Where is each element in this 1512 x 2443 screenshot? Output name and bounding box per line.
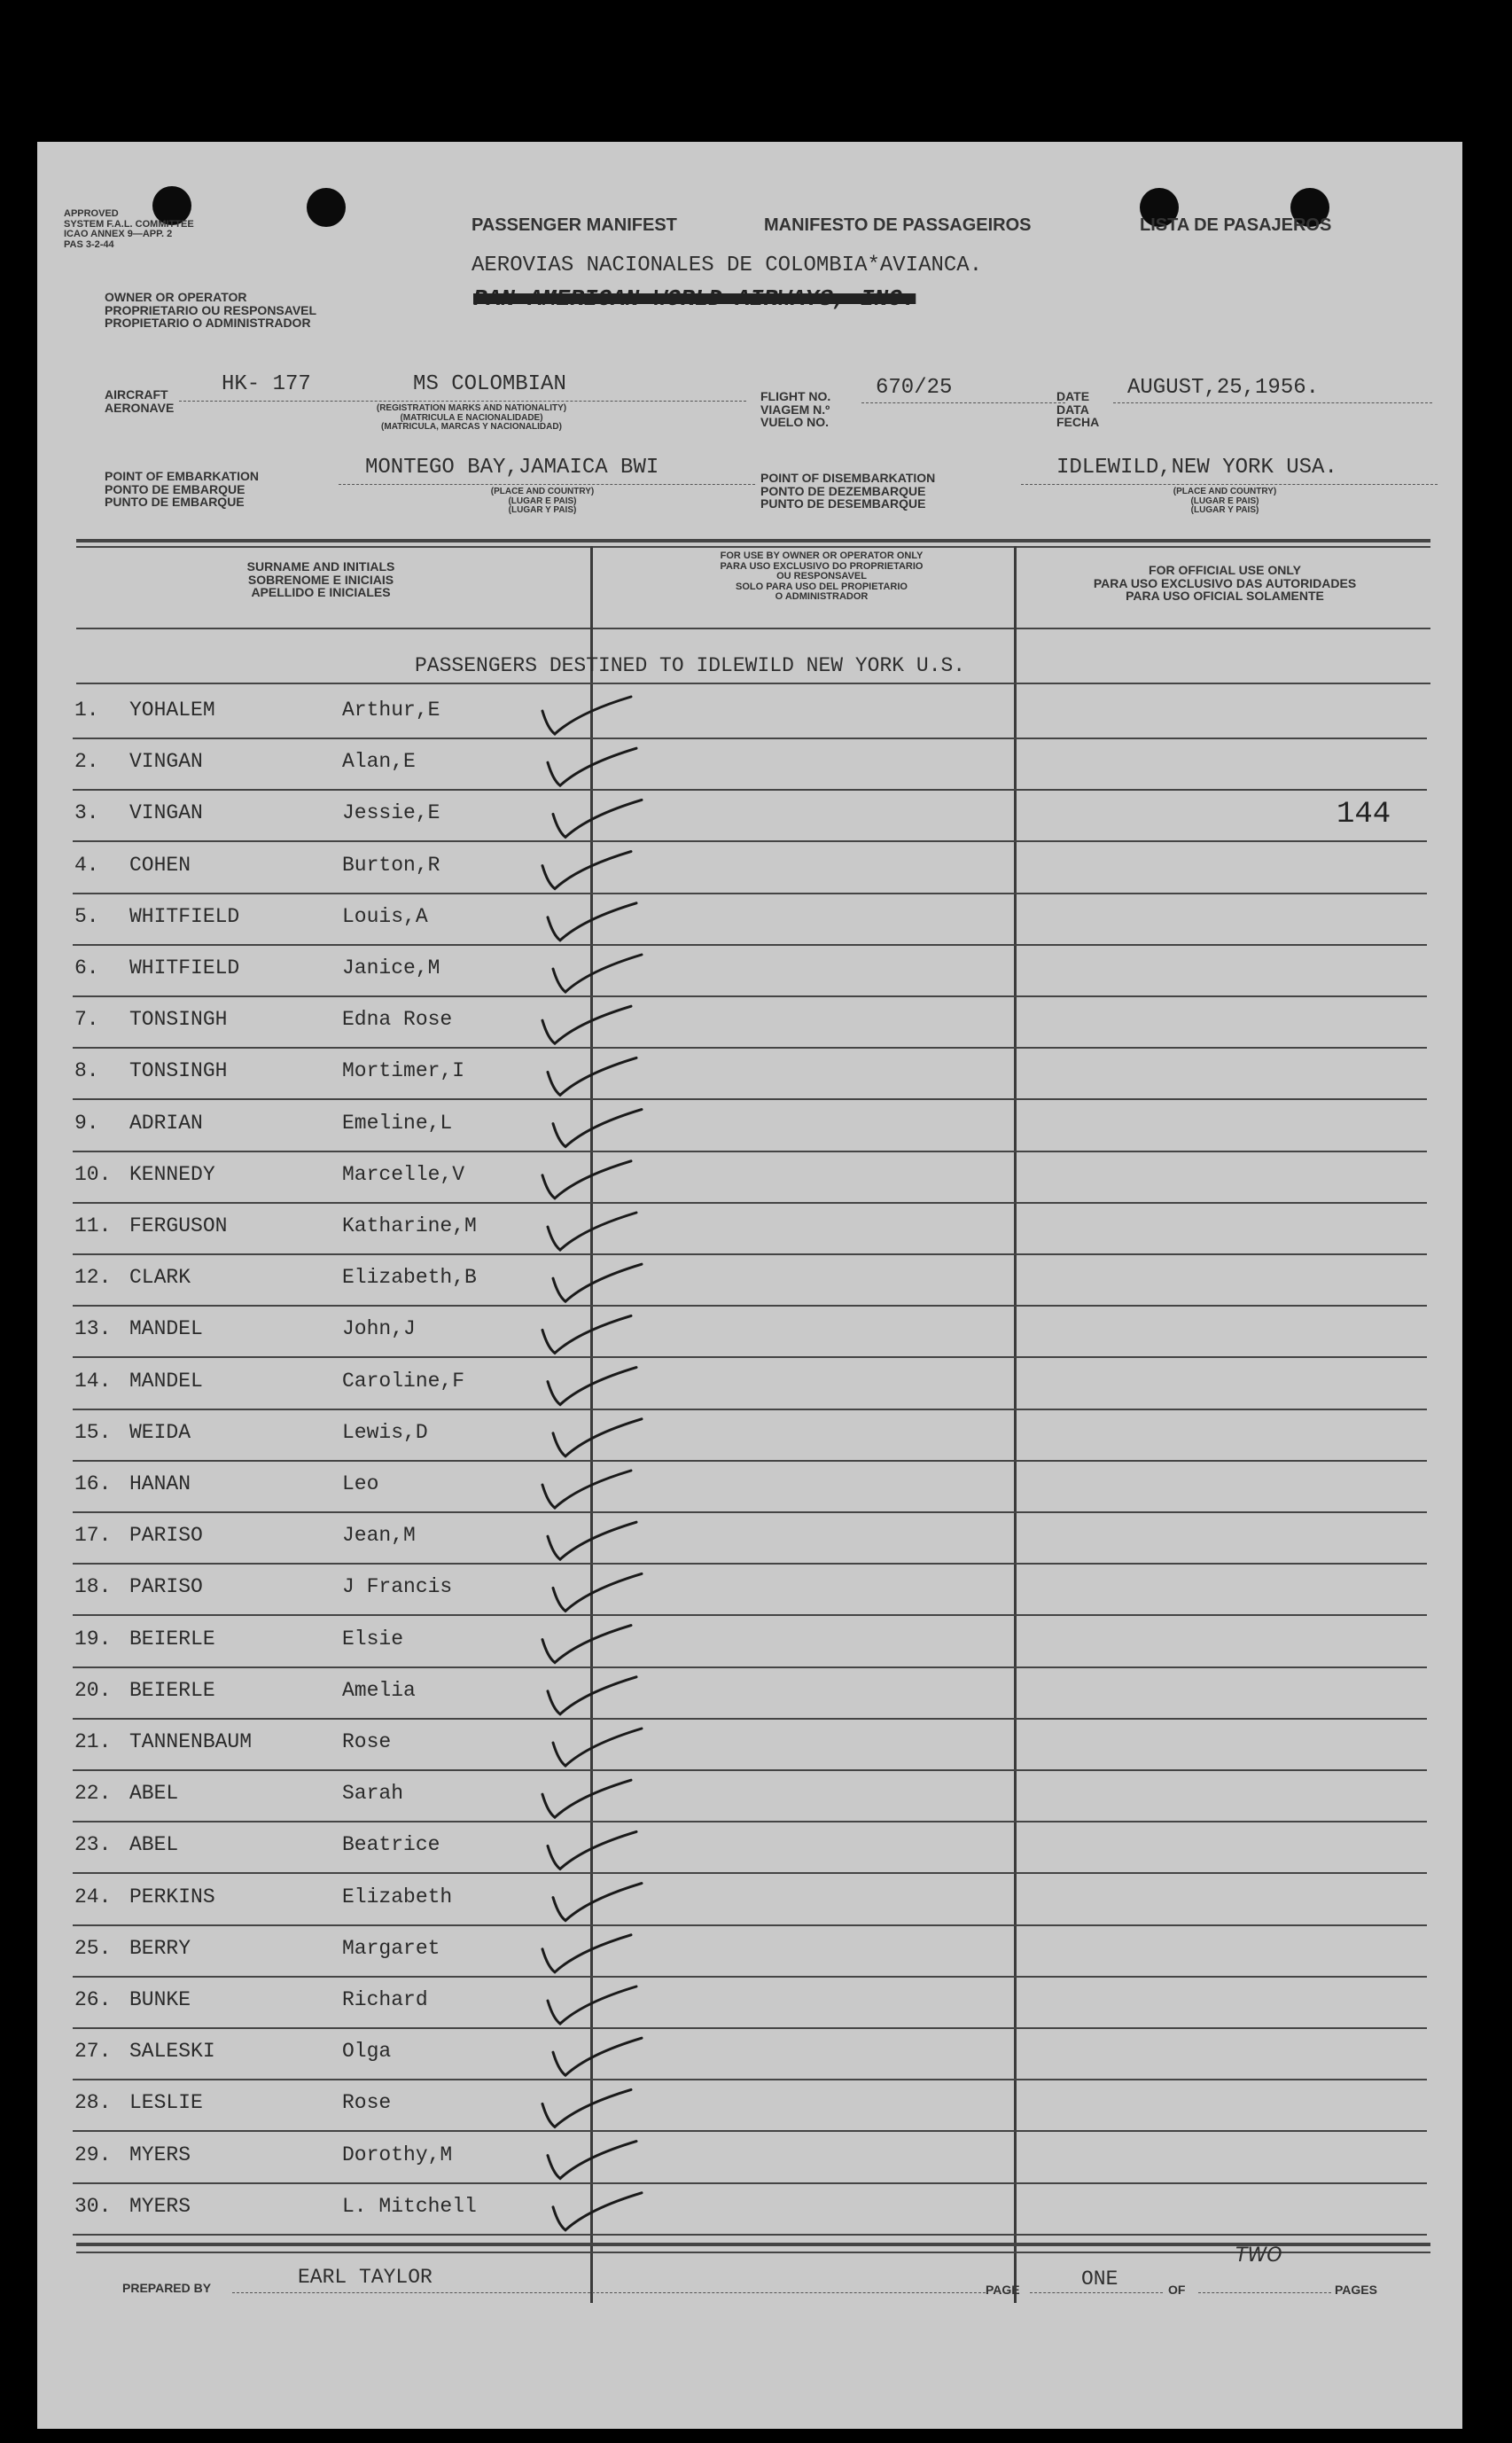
- table-row: [37, 1008, 1462, 1059]
- passenger-given-name: Rose: [342, 2091, 392, 2115]
- column-header-line: OU RESPONSAVEL: [776, 571, 867, 582]
- row-rule: [73, 1718, 1427, 1720]
- row-number: 28.: [74, 2091, 112, 2115]
- passenger-surname: BEIERLE: [129, 1627, 215, 1651]
- table-row: [37, 1524, 1462, 1575]
- column-header-line: SURNAME AND INITIALS: [246, 559, 395, 574]
- column-header-line: SOLO PARA USO DEL PROPIETARIO: [736, 581, 908, 592]
- row-rule: [73, 1666, 1427, 1668]
- disembark-value: IDLEWILD,NEW YORK USA.: [1056, 456, 1337, 480]
- table-top-rule-2: [76, 546, 1430, 548]
- aircraft-label-line: AIRCRAFT: [105, 387, 168, 402]
- operator-label-line: PROPIETARIO O ADMINISTRADOR: [105, 316, 311, 331]
- passenger-surname: YOHALEM: [129, 699, 215, 722]
- disembark-label-line: PUNTO DE DESEMBARQUE: [760, 496, 926, 511]
- table-row: [37, 1627, 1462, 1679]
- row-rule: [73, 1098, 1427, 1100]
- row-number: 12.: [74, 1266, 112, 1290]
- column-header-line: PARA USO EXCLUSIVO DAS AUTORIDADES: [1093, 575, 1357, 590]
- passenger-surname: PERKINS: [129, 1885, 215, 1908]
- embark-value: MONTEGO BAY,JAMAICA BWI: [365, 456, 659, 480]
- embark-underline: [339, 484, 755, 485]
- row-number: 19.: [74, 1627, 112, 1651]
- table-row: [37, 854, 1462, 905]
- row-rule: [73, 1511, 1427, 1513]
- row-rule: [73, 1976, 1427, 1978]
- passenger-given-name: Olga: [342, 2040, 392, 2064]
- passenger-surname: TANNENBAUM: [129, 1730, 253, 1753]
- official-note: 144: [1337, 798, 1391, 831]
- row-number: 7.: [74, 1008, 99, 1032]
- disembark-label-line: PONTO DE DEZEMBARQUE: [760, 483, 926, 498]
- aircraft-note-line: (MATRICULA, MARCAS Y NACIONALIDAD): [381, 422, 562, 432]
- row-rule: [73, 2234, 1427, 2236]
- table-row: [37, 1059, 1462, 1111]
- column-header-line: PARA USO EXCLUSIVO DO PROPRIETARIO: [720, 560, 924, 572]
- column-header-line: APELLIDO E INICIALES: [251, 585, 391, 600]
- flight-label-line: VUELO NO.: [760, 415, 830, 430]
- embark-label-line: PONTO DE EMBARQUE: [105, 481, 246, 496]
- operator-label-line: OWNER OR OPERATOR: [105, 290, 247, 304]
- table-row: [37, 905, 1462, 956]
- passenger-given-name: Leo: [342, 1472, 379, 1495]
- place-note-line: (PLACE AND COUNTRY): [490, 487, 595, 496]
- passenger-surname: FERGUSON: [129, 1214, 228, 1237]
- place-note-line: (LUGAR Y PAIS): [508, 505, 577, 515]
- embark-label-line: POINT OF EMBARKATION: [105, 469, 259, 483]
- passenger-given-name: Margaret: [342, 1936, 440, 1960]
- approval-line: APPROVED: [64, 208, 119, 219]
- row-rule: [73, 1563, 1427, 1565]
- column-header-names: [179, 560, 463, 599]
- passenger-given-name: Arthur,E: [342, 699, 440, 722]
- table-row: [37, 1782, 1462, 1833]
- footer-rule: [76, 2243, 1430, 2246]
- operator-value: AEROVIAS NACIONALES DE COLOMBIA*AVIANCA.: [472, 254, 983, 277]
- column-header-line: SOBRENOME E INICIAIS: [247, 572, 394, 587]
- disembark-place-note: [1101, 488, 1349, 516]
- passenger-given-name: Rose: [342, 1730, 392, 1753]
- row-number: 14.: [74, 1369, 112, 1393]
- date-underline: [1113, 402, 1432, 403]
- row-rule: [73, 1872, 1427, 1874]
- approval-line: ICAO ANNEX 9—APP. 2: [64, 229, 173, 240]
- table-row: [37, 1214, 1462, 1266]
- pages-label: PAGES: [1335, 2283, 1377, 2297]
- passenger-given-name: J Francis: [342, 1575, 453, 1599]
- date-label: [1056, 390, 1099, 429]
- row-rule: [73, 2130, 1427, 2132]
- passenger-given-name: Katharine,M: [342, 1214, 477, 1237]
- row-rule: [73, 944, 1427, 946]
- row-rule: [73, 2182, 1427, 2184]
- passenger-surname: WHITFIELD: [129, 956, 240, 980]
- row-rule: [73, 1047, 1427, 1049]
- operator-label-line: PROPRIETARIO OU RESPONSAVEL: [105, 302, 317, 317]
- table-row: [37, 1833, 1462, 1885]
- row-rule: [73, 1356, 1427, 1358]
- date-label-line: FECHA: [1056, 415, 1100, 430]
- place-note-line: (LUGAR E PAIS): [508, 496, 577, 506]
- passenger-surname: WEIDA: [129, 1420, 191, 1444]
- row-number: 26.: [74, 1988, 112, 2011]
- page-label: PAGE: [986, 2283, 1020, 2297]
- passenger-surname: VINGAN: [129, 750, 203, 774]
- flight-underline: [861, 402, 1065, 403]
- passenger-given-name: Janice,M: [342, 956, 440, 980]
- row-rule: [73, 1409, 1427, 1410]
- row-rule: [73, 995, 1427, 997]
- table-top-rule: [76, 539, 1430, 542]
- passenger-given-name: Emeline,L: [342, 1111, 453, 1135]
- table-row: [37, 1163, 1462, 1214]
- row-rule: [73, 2027, 1427, 2029]
- row-number: 3.: [74, 801, 99, 825]
- embark-label: [105, 470, 259, 509]
- passenger-surname: TONSINGH: [129, 1059, 228, 1083]
- place-note-line: (LUGAR E PAIS): [1190, 496, 1259, 506]
- passenger-given-name: Edna Rose: [342, 1008, 453, 1032]
- page-underline: [1030, 2292, 1163, 2293]
- column-header-line: FOR OFFICIAL USE ONLY: [1149, 563, 1301, 577]
- aircraft-note-line: (REGISTRATION MARKS AND NATIONALITY): [376, 403, 567, 413]
- passenger-surname: KENNEDY: [129, 1162, 215, 1186]
- passenger-surname: ADRIAN: [129, 1111, 203, 1135]
- table-row: [37, 801, 1462, 853]
- page-value: ONE: [1081, 2267, 1118, 2291]
- date-label-line: DATE: [1056, 389, 1090, 403]
- passenger-surname: BERRY: [129, 1936, 191, 1960]
- table-row: [37, 2040, 1462, 2091]
- row-number: 23.: [74, 1833, 112, 1857]
- row-rule: [73, 1821, 1427, 1822]
- passenger-surname: MYERS: [129, 2194, 191, 2218]
- passenger-surname: MYERS: [129, 2143, 191, 2166]
- table-row: [37, 1575, 1462, 1627]
- embark-place-note: [427, 488, 658, 516]
- of-value: TWO: [1235, 2244, 1282, 2267]
- title-es: LISTA DE PASAJEROS: [1140, 215, 1332, 235]
- section-rule: [76, 683, 1430, 684]
- table-row: [37, 1730, 1462, 1782]
- passenger-given-name: Louis,A: [342, 904, 428, 928]
- disembark-underline: [1021, 484, 1438, 485]
- passenger-surname: COHEN: [129, 853, 191, 877]
- row-number: 2.: [74, 750, 99, 774]
- passenger-given-name: Marcelle,V: [342, 1162, 465, 1186]
- row-rule: [73, 893, 1427, 894]
- row-rule: [73, 2079, 1427, 2080]
- row-rule: [73, 1924, 1427, 1926]
- row-number: 24.: [74, 1885, 112, 1908]
- passenger-given-name: Lewis,D: [342, 1420, 428, 1444]
- passenger-surname: MANDEL: [129, 1317, 203, 1341]
- row-number: 13.: [74, 1317, 112, 1341]
- passenger-given-name: Jean,M: [342, 1524, 416, 1548]
- row-rule: [73, 1460, 1427, 1462]
- row-number: 29.: [74, 2143, 112, 2166]
- row-number: 4.: [74, 853, 99, 877]
- passenger-surname: LESLIE: [129, 2091, 203, 2115]
- title-pt: MANIFESTO DE PASSAGEIROS: [764, 215, 1032, 235]
- row-number: 1.: [74, 699, 99, 722]
- passenger-surname: VINGAN: [129, 801, 203, 825]
- passenger-surname: ABEL: [129, 1782, 179, 1806]
- column-header-line: PARA USO OFICIAL SOLAMENTE: [1126, 589, 1324, 604]
- aircraft-note: [285, 404, 658, 433]
- prepared-value: EARL TAYLOR: [298, 2266, 433, 2289]
- embark-label-line: PUNTO DE EMBARQUE: [105, 495, 245, 510]
- passenger-given-name: Elizabeth: [342, 1885, 453, 1908]
- passenger-surname: CLARK: [129, 1266, 191, 1290]
- row-number: 15.: [74, 1420, 112, 1444]
- aircraft-underline: [179, 401, 746, 402]
- date-value: AUGUST,25,1956.: [1127, 376, 1320, 400]
- flight-label-line: VIAGEM N.º: [760, 402, 830, 417]
- aircraft-value: HK- 177 MS COLOMBIAN: [222, 372, 566, 396]
- row-rule: [73, 1769, 1427, 1771]
- row-number: 22.: [74, 1782, 112, 1806]
- approval-line: SYSTEM F.A.L. COMMITTEE: [64, 218, 194, 230]
- row-number: 21.: [74, 1730, 112, 1753]
- passenger-surname: WHITFIELD: [129, 904, 240, 928]
- row-number: 8.: [74, 1059, 99, 1083]
- place-note-line: (PLACE AND COUNTRY): [1173, 487, 1277, 496]
- passenger-given-name: Sarah: [342, 1782, 404, 1806]
- table-row: [37, 1266, 1462, 1317]
- table-row: [37, 956, 1462, 1008]
- table-row: [37, 1472, 1462, 1524]
- operator-struck: PAN AMERICAN WORLD AIRWAYS, INC.: [473, 285, 916, 312]
- passenger-surname: HANAN: [129, 1472, 191, 1495]
- passenger-surname: PARISO: [129, 1575, 203, 1599]
- place-note-line: (LUGAR Y PAIS): [1190, 505, 1259, 515]
- prepared-label: PREPARED BY: [122, 2281, 212, 2295]
- date-label-line: DATA: [1056, 402, 1089, 417]
- passenger-given-name: Beatrice: [342, 1833, 440, 1857]
- table-row: [37, 1317, 1462, 1369]
- column-header-official: [1021, 564, 1429, 603]
- passenger-given-name: Elizabeth,B: [342, 1266, 477, 1290]
- row-number: 18.: [74, 1575, 112, 1599]
- flight-label-line: FLIGHT NO.: [760, 389, 831, 403]
- row-rule: [73, 1253, 1427, 1255]
- passenger-surname: BEIERLE: [129, 1678, 215, 1702]
- row-rule: [73, 1614, 1427, 1616]
- manifest-sheet: [37, 142, 1462, 2429]
- row-number: 10.: [74, 1162, 112, 1186]
- column-header-line: O ADMINISTRADOR: [775, 591, 869, 603]
- passenger-given-name: Dorothy,M: [342, 2143, 453, 2166]
- of-underline: [1198, 2292, 1331, 2293]
- footer-rule-2: [76, 2252, 1430, 2253]
- row-number: 11.: [74, 1214, 112, 1237]
- title-en: PASSENGER MANIFEST: [472, 215, 677, 235]
- row-number: 5.: [74, 904, 99, 928]
- table-row: [37, 2091, 1462, 2143]
- passenger-given-name: Alan,E: [342, 750, 416, 774]
- aircraft-note-line: (MATRICULA E NACIONALIDADE): [400, 412, 543, 423]
- row-number: 17.: [74, 1524, 112, 1548]
- aircraft-label-line: AERONAVE: [105, 400, 175, 415]
- passenger-surname: MANDEL: [129, 1369, 203, 1393]
- passenger-surname: ABEL: [129, 1833, 179, 1857]
- row-rule: [73, 1151, 1427, 1152]
- table-row: [37, 1421, 1462, 1472]
- column-header-operator: [622, 551, 1021, 603]
- row-number: 16.: [74, 1472, 112, 1495]
- punch-hole-2: [307, 188, 346, 227]
- passenger-given-name: Amelia: [342, 1678, 416, 1702]
- row-rule: [73, 840, 1427, 842]
- approval-line: PAS 3-2-44: [64, 238, 114, 250]
- passenger-given-name: Richard: [342, 1988, 428, 2011]
- table-row: [37, 1885, 1462, 1937]
- row-rule: [73, 738, 1427, 739]
- passenger-given-name: Elsie: [342, 1627, 404, 1651]
- passenger-surname: SALESKI: [129, 2040, 215, 2064]
- passenger-given-name: John,J: [342, 1317, 416, 1341]
- aircraft-label: [105, 388, 174, 414]
- prepared-underline: [232, 2292, 986, 2293]
- passenger-given-name: Caroline,F: [342, 1369, 465, 1393]
- passenger-given-name: Jessie,E: [342, 801, 440, 825]
- table-row: [37, 750, 1462, 801]
- header-bottom-rule: [76, 628, 1430, 629]
- passenger-surname: BUNKE: [129, 1988, 191, 2011]
- table-row: [37, 1988, 1462, 2040]
- flight-value: 670/25: [876, 376, 953, 400]
- table-row: [37, 2195, 1462, 2246]
- row-number: 27.: [74, 2040, 112, 2064]
- passenger-surname: PARISO: [129, 1524, 203, 1548]
- passenger-given-name: L. Mitchell: [342, 2194, 477, 2218]
- table-row: [37, 699, 1462, 750]
- row-number: 20.: [74, 1678, 112, 1702]
- operator-label: [105, 291, 316, 330]
- row-rule: [73, 1202, 1427, 1204]
- table-row: [37, 1112, 1462, 1163]
- row-number: 6.: [74, 956, 99, 980]
- approval-block: [64, 209, 194, 250]
- disembark-label-line: POINT OF DISEMBARKATION: [760, 471, 936, 485]
- table-row: [37, 1679, 1462, 1730]
- table-row: [37, 1937, 1462, 1988]
- row-number: 9.: [74, 1111, 99, 1135]
- table-row: [37, 2143, 1462, 2195]
- table-row: [37, 1370, 1462, 1421]
- row-number: 30.: [74, 2194, 112, 2218]
- passenger-given-name: Burton,R: [342, 853, 440, 877]
- passenger-surname: TONSINGH: [129, 1008, 228, 1032]
- flight-label: [760, 390, 830, 429]
- disembark-label: [760, 472, 935, 511]
- row-rule: [73, 789, 1427, 791]
- section-heading: PASSENGERS DESTINED TO IDLEWILD NEW YORK U.S.: [415, 654, 966, 677]
- column-header-line: FOR USE BY OWNER OR OPERATOR ONLY: [720, 550, 924, 561]
- row-number: 25.: [74, 1936, 112, 1960]
- passenger-given-name: Mortimer,I: [342, 1059, 465, 1083]
- row-rule: [73, 1305, 1427, 1307]
- of-label: OF: [1168, 2283, 1186, 2297]
